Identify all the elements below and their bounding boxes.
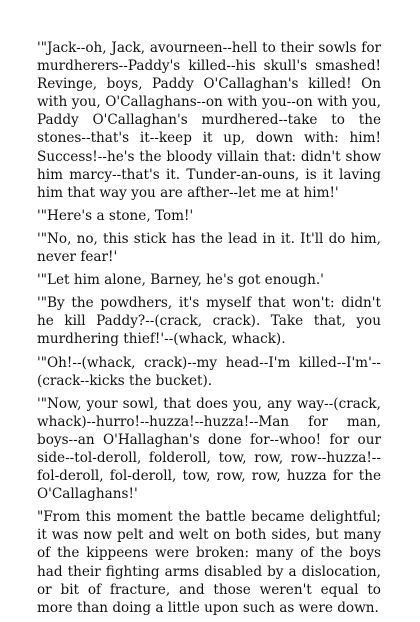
paragraph: '"By the powdhers, it's myself that won't: didn't he kill Paddy?--(crack, crack). Take that, you murdhering thief!'--(whack, whack). [37, 295, 381, 348]
paragraph: '"Now, your sowl, that does you, any way--(crack, whack)--hurro!--huzza!--huzza!--Man for man, boys--an O'Hallaghan's done for--whoo! for our side--tol-deroll, folderoll, tow, row, row--huzza!--fol-deroll, fol-deroll, tow, row, row, huzza for the O'Callaghans!' [37, 395, 381, 503]
paragraph: '"Jack--oh, Jack, avourneen--hell to their sowls for murdherers--Paddy's killed--his skull's smashed! Revinge, boys, Paddy O'Callaghan's killed! On with you, O'Callaghans--on with you--on with you, Paddy O'Callaghan's murdhered--take to the stones--that's it--keep it up, down with: him! Success!--he's the bloody villain that: didn't show him marcy--that's it. Tunder-an-ouns, is it laving him that way you are afther--let me at him!' [37, 40, 381, 201]
paragraph: '"Oh!--(whack, crack)--my head--I'm killed--I'm'--(crack--kicks the bucket). [37, 354, 381, 389]
paragraph: '"No, no, this stick has the lead in it. It'll do him, never fear!' [37, 230, 381, 266]
page-text-body [37, 39, 381, 622]
paragraph: "From this moment the battle became delightful; it was now pelt and welt on both sides, but many of the kippeens were broken: many of the boys had their fighting arms disabled by a dislocation, or bit of fracture, and those weren't equal to more than doing a little upon such as were down. [37, 509, 381, 616]
paragraph: '"Here's a stone, Tom!' [37, 207, 194, 224]
paragraph: '"Let him alone, Barney, he's got enough.' [37, 272, 324, 289]
